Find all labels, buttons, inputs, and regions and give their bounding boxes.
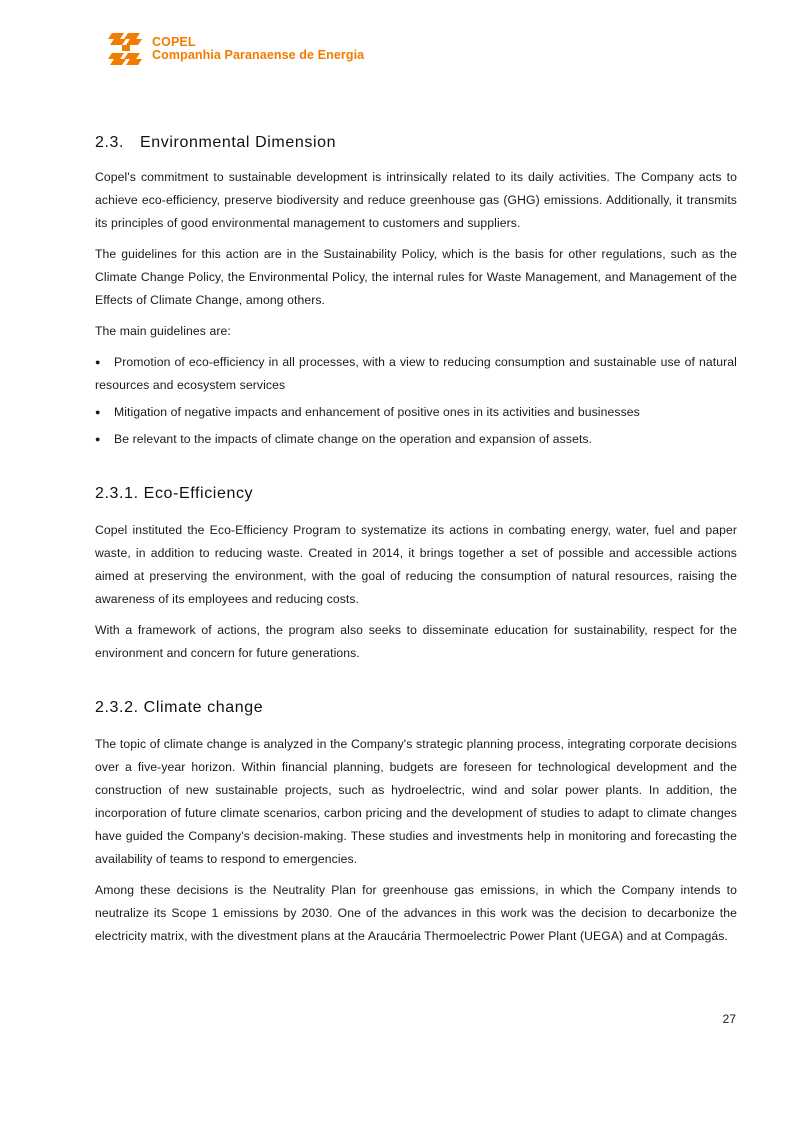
paragraph: The guidelines for this action are in the Sustainability Policy, which is the basis for other regulations, such as the Climate Change Policy, the Environmental Policy, the internal rules for Waste Management, and Management of the Effects of Climate Change, among others. [95,247,737,307]
guidelines-list [95,351,737,451]
bullet-icon: ● [95,434,101,444]
bullet-icon: ● [95,357,101,367]
list-item-text: Promotion of eco-efficiency in all processes, with a view to reducing consumption and sustainable use of natural resources and ecosystem services [95,355,737,392]
paragraph: The topic of climate change is analyzed in the Company's strategic planning process, integrating corporate decisions over a five-year horizon. Within financial planning, budgets are foreseen for technological development and the construction of new sustainable projects, such as hydroelectric, wind and solar power plants. In addition, the incorporation of future climate scenarios, carbon pricing and the development of studies to adapt to climate changes have guided the Company's decision-making. These studies and investments help in monitoring and forecasting the availability of teams to respond to emergencies. [95,737,737,866]
copel-logo-icon [108,31,144,67]
paragraph: Copel's commitment to sustainable development is intrinsically related to its daily activities. The Company acts to achieve eco-efficiency, preserve biodiversity and reduce greenhouse gas (GHG) emissions. Additionally, it transmits its principles of good environmental management to customers and suppliers. [95,170,737,230]
copel-logo [108,31,364,67]
document-content [95,130,737,956]
section-title: Environmental Dimension [140,134,337,151]
section-heading-2-3-1: 2.3.1. Eco-Efficiency [95,485,254,502]
list-item [95,401,737,424]
section-heading-2-3 [95,134,737,152]
page-number: 27 [722,1012,736,1026]
section-heading-2-3-2: 2.3.2. Climate change [95,699,264,716]
list-item [95,428,737,451]
section-number: 2.3. [95,134,125,151]
list-item-text: Be relevant to the impacts of climate change on the operation and expansion of assets. [114,432,593,446]
list-item-text: Mitigation of negative impacts and enhancement of positive ones in its activities and businesses [114,405,640,419]
logo-line-company-short: COPEL [152,35,196,49]
list-item [95,351,737,397]
paragraph: Copel instituted the Eco-Efficiency Program to systematize its actions in combating energy, water, fuel and paper waste, in addition to reducing waste. Created in 2014, it brings together a set of possible and accessible actions aimed at preserving the environment, with the goal of reducing the consumption of natural resources, raising the awareness of its employees and reducing costs. [95,523,737,606]
paragraph: Among these decisions is the Neutrality Plan for greenhouse gas emissions, in which the Company intends to neutralize its Scope 1 emissions by 2030. One of the advances in this work was the decision to decarbonize the electricity matrix, with the divestment plans at the Araucária Thermoelectric Power Plant (UEGA) and at Compagás. [95,883,737,943]
logo-text [152,36,364,62]
paragraph: With a framework of actions, the program also seeks to disseminate education for sustainability, respect for the environment and concern for future generations. [95,623,737,660]
paragraph: The main guidelines are: [95,324,231,338]
bullet-icon: ● [95,407,101,417]
logo-line-company-full: Companhia Paranaense de Energia [152,48,365,62]
